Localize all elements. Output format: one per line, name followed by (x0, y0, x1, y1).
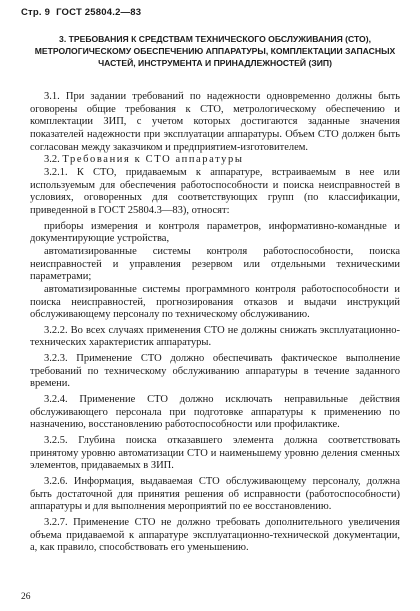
paragraph-3-1: 3.1. При задании требований по надежности одновременно должны быть оговорены общие требования к СТО, метрологическому обеспечению и комплектации ЗИП, с учетом которых достигаются заданные значения показателей надежности при эксплуатации аппаратуры. Объем СТО должен быть согласован между заказчиком и предприятием-изготовителем. (30, 91, 400, 153)
page-number: 26 (21, 592, 31, 602)
standard-code: ГОСТ 25804.2—83 (56, 7, 142, 18)
paragraph-3-2-7: 3.2.7. Применение СТО не должно требовать дополнительного увеличения объема придаваемой к аппаратуре эксплуатационно-технической документации, а, как правило, способствовать его уменьшению. (30, 517, 400, 554)
paragraph-3-2-4: 3.2.4. Применение СТО должно исключать неправильные действия обслуживающего персонала при подготовке аппаратуры к применению по назначению, восстановлению работоспособности или профилактике. (30, 394, 400, 431)
list-item-2: автоматизированные системы контроля работоспособности, поиска неисправностей и управления резервом или отдельными техническими параметрами; (30, 245, 400, 283)
paragraph-3-2-5: 3.2.5. Глубина поиска отказавшего элемента должна соответствовать принятому уровню автоматизации СТО и наименьшему уровню деления сменных элементов, придаваемых в ЗИП. (30, 435, 400, 472)
page-label: Стр. 9 (21, 7, 51, 18)
paragraph-3-2-6: 3.2.6. Информация, выдаваемая СТО обслуживающему персоналу, должна быть достаточной для принятия решения об исправности (работоспособности) аппаратуры и для выполнения мероприятий по ее восстановлению. (30, 476, 400, 513)
subsection-number: 3.2. (44, 154, 60, 166)
subsection-heading-3-2 (30, 154, 400, 167)
list-item-3: автоматизированные системы программного контроля работоспособности и поиска неисправностей, прогнозирования отказов и выдачи инструкций обслуживающему персоналу по техническому обслуживанию. (30, 283, 400, 321)
page-header (21, 7, 141, 18)
paragraph-3-2-3: 3.2.3. Применение СТО должно обеспечивать фактическое выполнение требований по техническому обслуживанию аппаратуры в течение заданного времени. (30, 353, 400, 390)
paragraph-3-2-2: 3.2.2. Во всех случаях применения СТО не должны снижать эксплуатационно-технических характеристик аппаратуры. (30, 324, 400, 349)
list-item-1: приборы измерения и контроля параметров, информативно-командные и документирующие устройства, (30, 220, 400, 245)
body-text (30, 91, 400, 555)
section-title: 3. ТРЕБОВАНИЯ К СРЕДСТВАМ ТЕХНИЧЕСКОГО ОБСЛУЖИВАНИЯ (СТО), МЕТРОЛОГИЧЕСКОМУ ОБЕСПЕЧЕНИЮ АППАРАТУРЫ, КОМПЛЕКТАЦИИ ЗАПАСНЫХ ЧАСТЕЙ, ИНСТРУМЕНТА И ПРИНАДЛЕЖНОСТЕЙ (ЗИП) (34, 34, 396, 69)
subsection-title: Требования к СТО аппаратуры (62, 154, 244, 166)
paragraph-3-2-1: 3.2.1. К СТО, придаваемым к аппаратуре, встраиваемым в нее или используемым для обеспечения работоспособности и поиска неисправностей в условиях, оговоренных для соответствующих групп (по классификации, приведенной в ГОСТ 25804.3—83), относят: (30, 166, 400, 216)
